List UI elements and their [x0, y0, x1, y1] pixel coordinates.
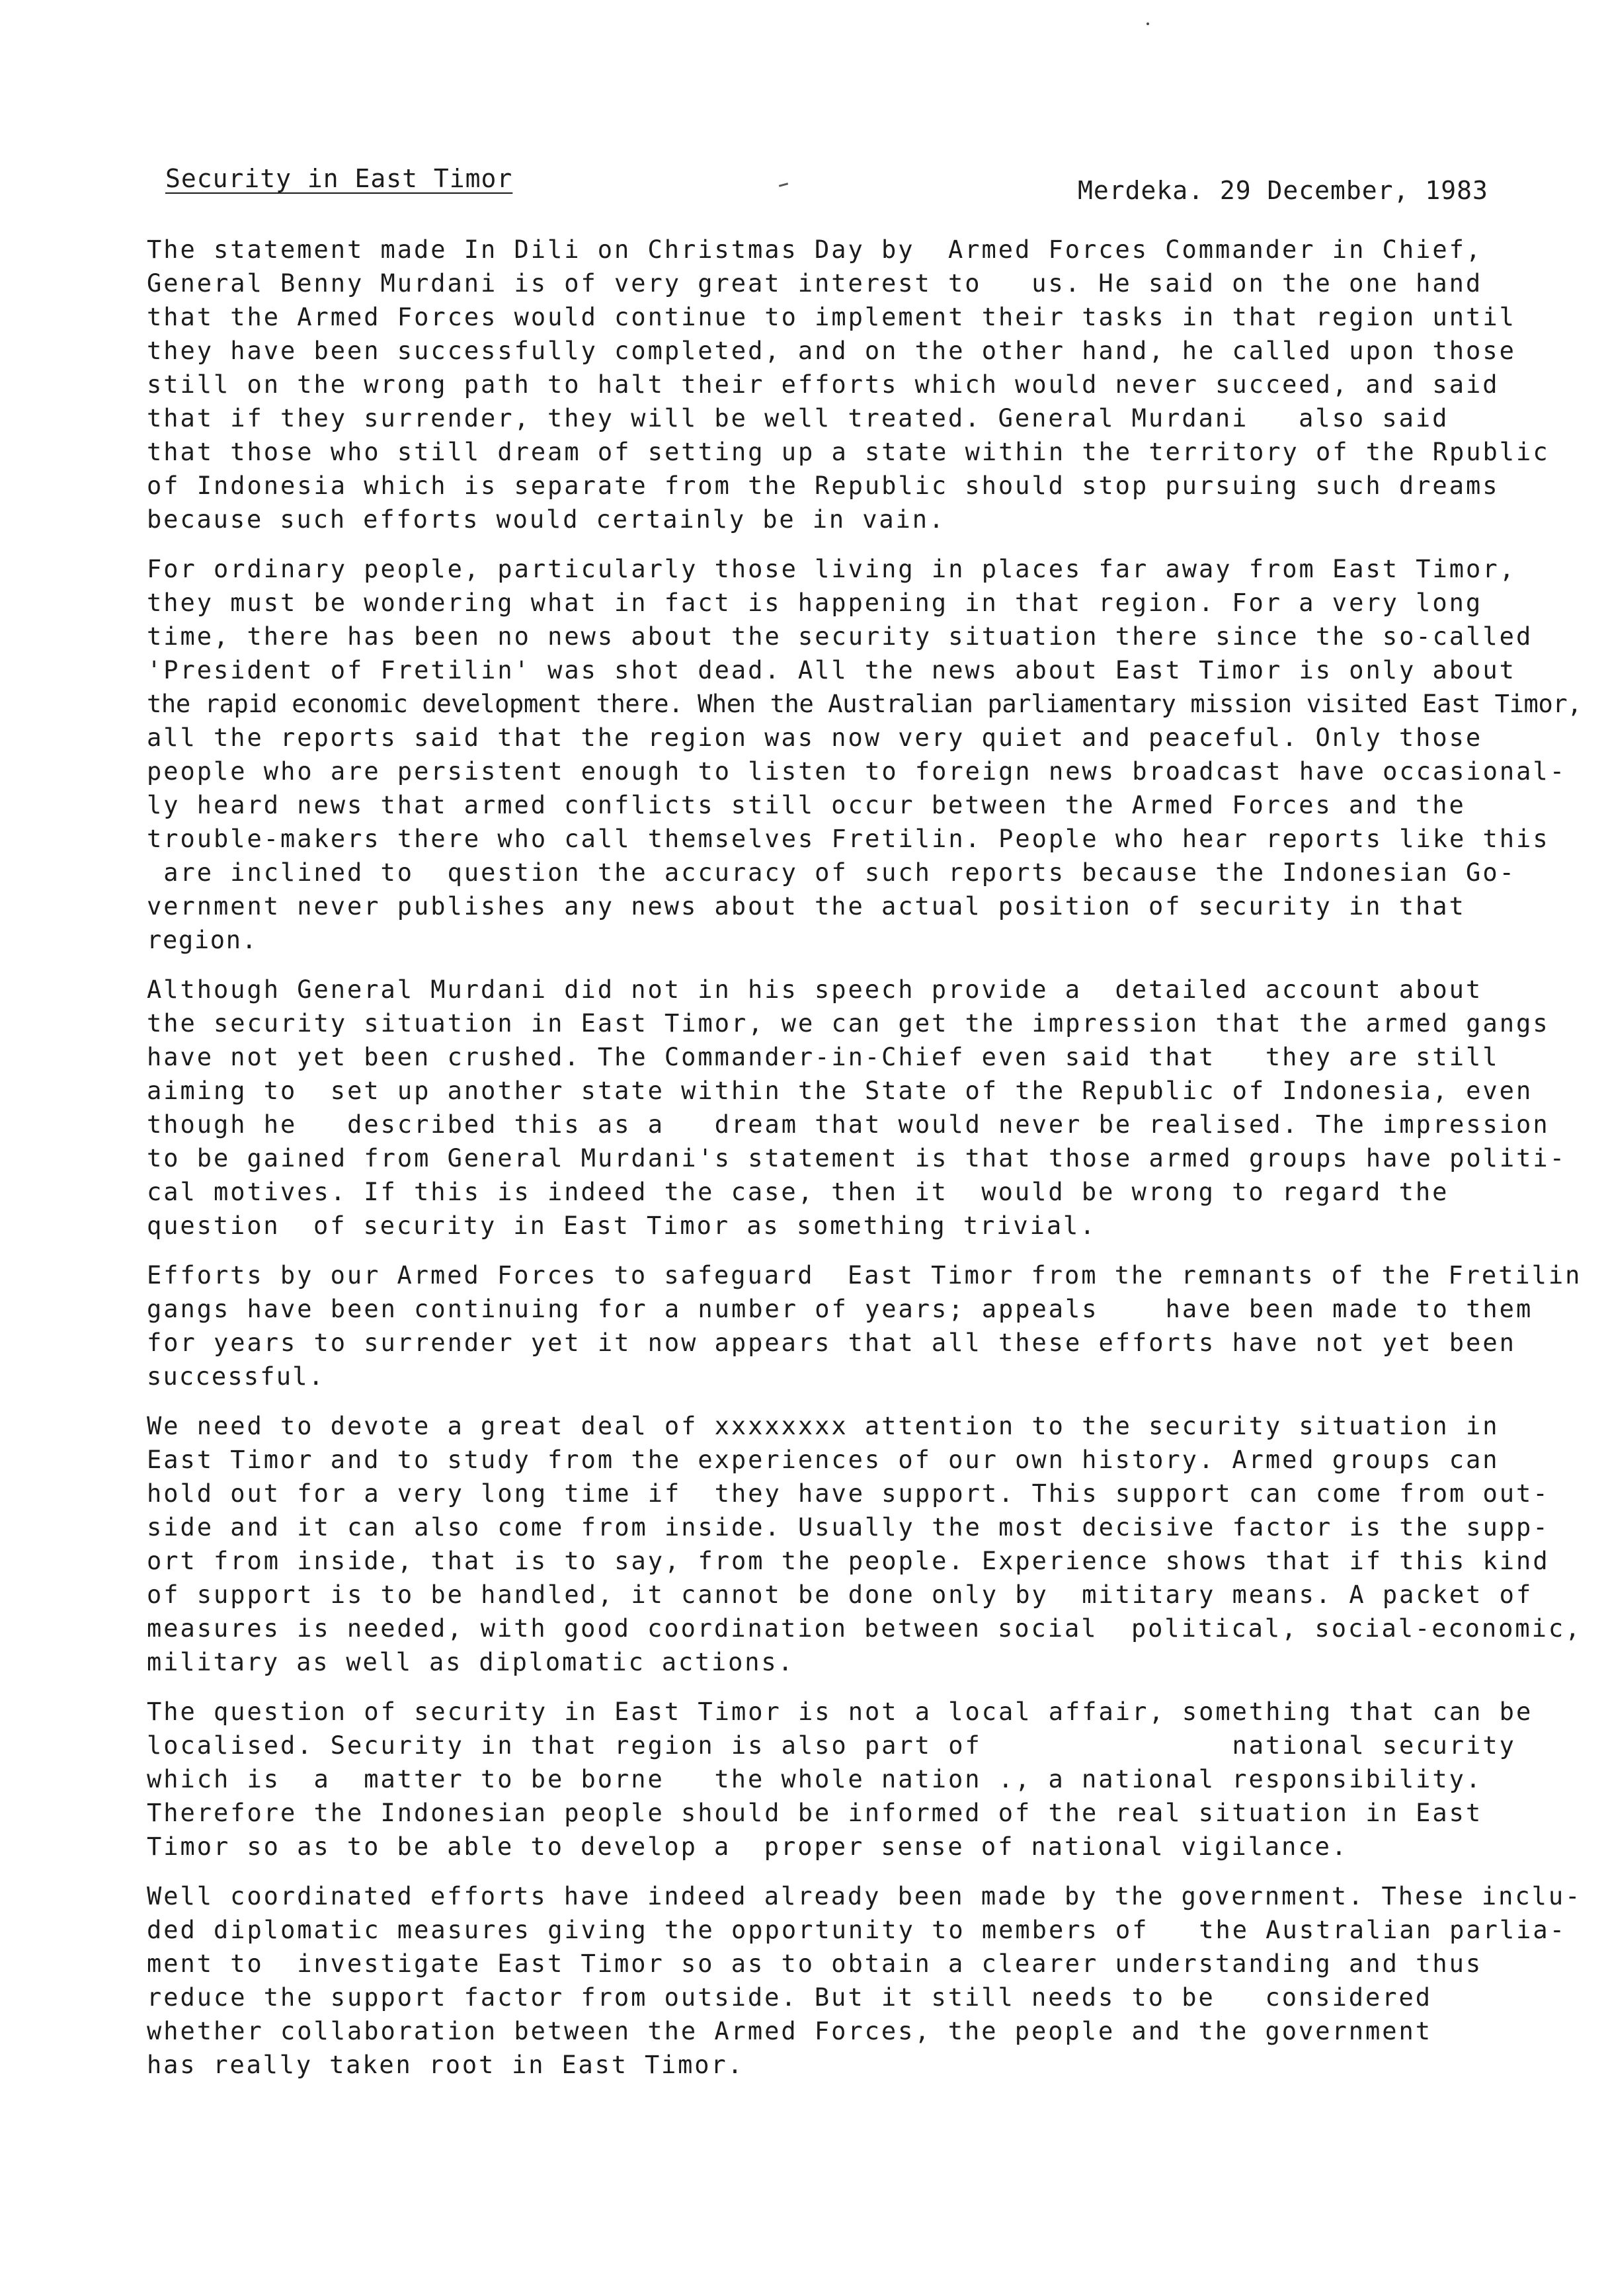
- text-line: General Benny Murdani is of very great interest to us. He said on the one hand: [147, 269, 1483, 298]
- text-line: because such efforts would certainly be in vain.: [147, 505, 946, 534]
- text-line: gangs have been continuing for a number of years; appeals have been made to them: [147, 1295, 1533, 1323]
- text-line: time, there has been no news about the security situation there since the so-called: [147, 622, 1533, 651]
- text-line: We need to devote a great deal of xxxxxxxx attention to the security situation in: [147, 1412, 1500, 1440]
- paragraph: [147, 233, 1588, 536]
- text-line: Well coordinated efforts have indeed already been made by the government. These inclu-: [147, 1882, 1582, 1910]
- text-line: though he described this as a dream that would never be realised. The impression: [147, 1110, 1550, 1139]
- text-line: people who are persistent enough to listen to foreign news broadcast have occasional-: [147, 757, 1566, 786]
- document-title: Security in East Timor: [165, 164, 513, 193]
- text-line: still on the wrong path to halt their efforts which would never succeed, and said: [147, 370, 1500, 399]
- pen-mark: [779, 183, 788, 187]
- text-line: all the reports said that the region was now very quiet and peaceful. Only those: [147, 723, 1483, 752]
- text-line: The question of security in East Timor is not a local affair, something that can be: [147, 1698, 1533, 1726]
- paragraph: [147, 973, 1588, 1243]
- scan-speck: [1146, 22, 1149, 25]
- text-line: ly heard news that armed conflicts still occur between the Armed Forces and the: [147, 791, 1466, 819]
- text-line: hold out for a very long time if they have support. This support can come from out-: [147, 1479, 1550, 1508]
- text-line: aiming to set up another state within the State of the Republic of Indonesia, even: [147, 1077, 1533, 1105]
- text-line: are inclined to question the accuracy of such reports because the Indonesian Go-: [147, 858, 1516, 887]
- text-line: whether collaboration between the Armed Forces, the people and the government: [147, 2017, 1432, 2045]
- text-line: ment to investigate East Timor so as to obtain a clearer understanding and thus: [147, 1949, 1483, 1978]
- paragraph: [147, 1409, 1588, 1679]
- text-line: reduce the support factor from outside. But it still needs to be considered: [147, 1983, 1432, 2012]
- text-line: they must be wondering what in fact is happening in that region. For a very long: [147, 589, 1483, 617]
- text-line: to be gained from General Murdani's statement is that those armed groups have politi-: [147, 1144, 1566, 1172]
- document-body: [147, 233, 1588, 2098]
- text-line: successful.: [147, 1362, 325, 1391]
- text-line: Timor so as to be able to develop a proper sense of national vigilance.: [147, 1832, 1349, 1861]
- paragraph: [147, 552, 1588, 957]
- text-line: the security situation in East Timor, we can get the impression that the armed gangs: [147, 1009, 1550, 1038]
- dateline: Merdeka. 29 December, 1983: [1078, 176, 1488, 205]
- text-line: region.: [147, 926, 258, 954]
- text-line: localised. Security in that region is also part of national security: [147, 1731, 1516, 1760]
- text-line: The statement made In Dili on Christmas Day by Armed Forces Commander in Chief,: [147, 235, 1483, 264]
- text-line: which is a matter to be borne the whole nation ., a national responsibility.: [147, 1765, 1483, 1793]
- text-line: For ordinary people, particularly those living in places far away from East Timor,: [147, 555, 1516, 583]
- text-line: have not yet been crushed. The Commander-in-Chief even said that they are still: [147, 1043, 1500, 1071]
- text-line: Efforts by our Armed Forces to safeguard East Timor from the remnants of the Fretilin: [147, 1261, 1582, 1290]
- text-line: Therefore the Indonesian people should be informed of the real situation in East: [147, 1799, 1483, 1827]
- text-line: the rapid economic development there. When the Australian parliamentary mission visited East Timor,: [147, 690, 1582, 718]
- text-line: that if they surrender, they will be well treated. General Murdani also said: [147, 404, 1449, 432]
- paragraph: [147, 1695, 1588, 1864]
- text-line: Although General Murdani did not in his speech provide a detailed account about: [147, 975, 1483, 1004]
- text-line: measures is needed, with good coordination between social political, social-economic,: [147, 1614, 1582, 1643]
- text-line: they have been successfully completed, and on the other hand, he called upon those: [147, 337, 1516, 365]
- text-line: trouble-makers there who call themselves Fretilin. People who hear reports like this: [147, 825, 1550, 853]
- text-line: vernment never publishes any news about the actual position of security in that: [147, 892, 1466, 921]
- text-line: ort from inside, that is to say, from the people. Experience shows that if this kind: [147, 1547, 1550, 1575]
- paragraph: [147, 1258, 1588, 1393]
- text-line: that those who still dream of setting up a state within the territory of the Rpublic: [147, 438, 1550, 466]
- text-line: ded diplomatic measures giving the opportunity to members of the Australian parlia-: [147, 1916, 1566, 1944]
- text-line: question of security in East Timor as something trivial.: [147, 1211, 1097, 1240]
- paragraph: [147, 1879, 1588, 2082]
- text-line: has really taken root in East Timor.: [147, 2051, 744, 2079]
- text-line: military as well as diplomatic actions.: [147, 1648, 795, 1676]
- text-line: of support is to be handled, it cannot be done only by mititary means. A packet of: [147, 1580, 1533, 1609]
- text-line: that the Armed Forces would continue to implement their tasks in that region until: [147, 303, 1516, 331]
- text-line: of Indonesia which is separate from the Republic should stop pursuing such dreams: [147, 472, 1500, 500]
- text-line: cal motives. If this is indeed the case, then it would be wrong to regard the: [147, 1178, 1449, 1206]
- text-line: for years to surrender yet it now appears that all these efforts have not yet been: [147, 1329, 1516, 1357]
- text-line: 'President of Fretilin' was shot dead. All the news about East Timor is only about: [147, 656, 1516, 684]
- text-line: East Timor and to study from the experiences of our own history. Armed groups can: [147, 1446, 1500, 1474]
- text-line: side and it can also come from inside. Usually the most decisive factor is the supp-: [147, 1513, 1550, 1541]
